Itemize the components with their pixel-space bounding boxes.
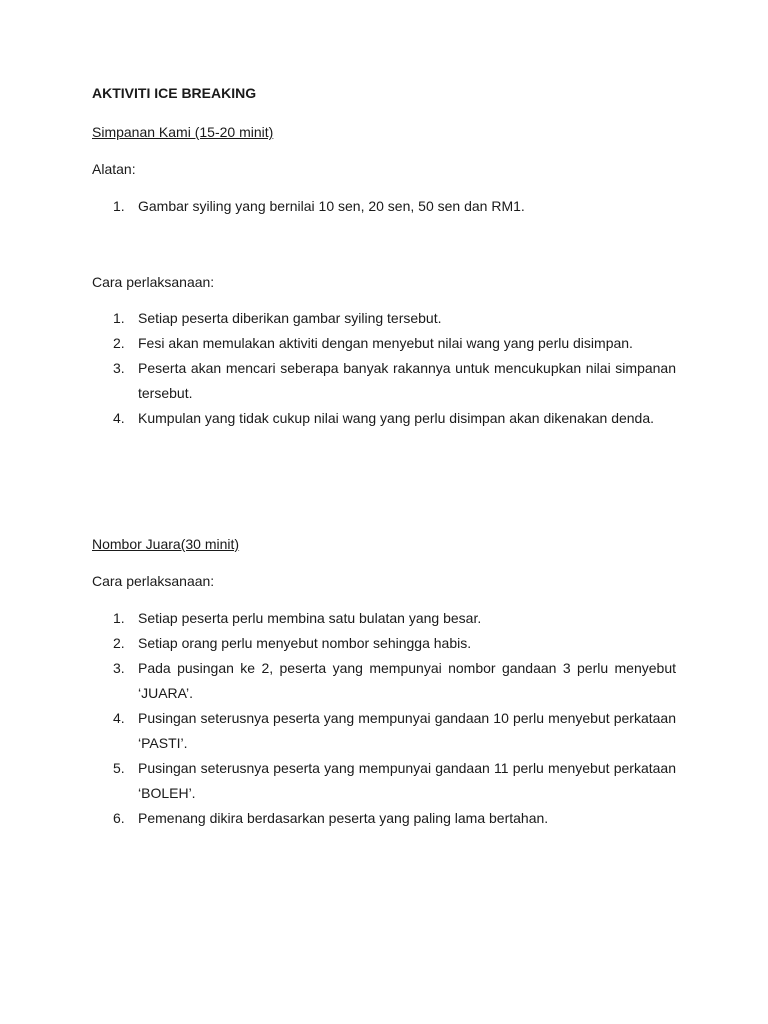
- list-item: [92, 331, 676, 356]
- list-text: Fesi akan memulakan aktiviti dengan menyebut nilai wang yang perlu disimpan.: [138, 335, 633, 351]
- tools-list: [92, 194, 676, 219]
- list-item: [92, 606, 676, 631]
- list-number: 6.: [113, 810, 125, 826]
- list-item: [92, 306, 676, 331]
- steps-list-section2: [92, 606, 676, 831]
- list-text: Kumpulan yang tidak cukup nilai wang yang perlu disimpan akan dikenakan denda.: [138, 410, 655, 426]
- list-text: Pemenang dikira berdasarkan peserta yang paling lama bertahan.: [138, 810, 549, 826]
- list-number: 2.: [113, 635, 125, 651]
- list-text: Gambar syiling yang bernilai 10 sen, 20 sen, 50 sen dan RM1.: [138, 198, 525, 214]
- list-text: Pada pusingan ke 2, peserta yang mempunyai nombor gandaan 3 perlu menyebut ‘JUARA’.: [138, 660, 676, 701]
- list-number: 3.: [113, 360, 125, 376]
- list-item: [92, 406, 676, 431]
- list-item: [92, 806, 676, 831]
- list-text: Setiap orang perlu menyebut nombor sehingga habis.: [138, 635, 472, 651]
- list-number: 4.: [113, 710, 125, 726]
- list-item: [92, 756, 676, 806]
- list-item: [92, 656, 676, 706]
- list-item: [92, 194, 676, 219]
- list-number: 5.: [113, 760, 125, 776]
- list-number: 1.: [113, 198, 125, 214]
- list-item: [92, 631, 676, 656]
- list-number: 3.: [113, 660, 125, 676]
- list-number: 1.: [113, 610, 125, 626]
- list-text: Pusingan seterusnya peserta yang mempunyai gandaan 10 perlu menyebut perkataan ‘PASTI’.: [138, 710, 676, 751]
- list-item: [92, 706, 676, 756]
- list-number: 4.: [113, 410, 125, 426]
- list-number: 1.: [113, 310, 125, 326]
- tools-label: Alatan:: [92, 161, 136, 177]
- list-text: Setiap peserta diberikan gambar syiling tersebut.: [138, 310, 442, 326]
- list-text: Setiap peserta perlu membina satu bulatan yang besar.: [138, 610, 482, 626]
- list-item: [92, 356, 676, 406]
- list-number: 2.: [113, 335, 125, 351]
- section-title-nombor-juara: Nombor Juara(30 minit): [92, 536, 240, 552]
- list-text: Peserta akan mencari seberapa banyak rakannya untuk mencukupkan nilai simpanan tersebut.: [138, 360, 676, 401]
- steps-label-section1: Cara perlaksanaan:: [92, 274, 215, 290]
- list-text: Pusingan seterusnya peserta yang mempunyai gandaan 11 perlu menyebut perkataan ‘BOLEH’.: [138, 760, 676, 801]
- steps-label-section2: Cara perlaksanaan:: [92, 573, 215, 589]
- document-title: AKTIVITI ICE BREAKING: [92, 85, 257, 101]
- section-title-simpanan-kami: Simpanan Kami (15-20 minit): [92, 124, 274, 140]
- steps-list-section1: [92, 306, 676, 431]
